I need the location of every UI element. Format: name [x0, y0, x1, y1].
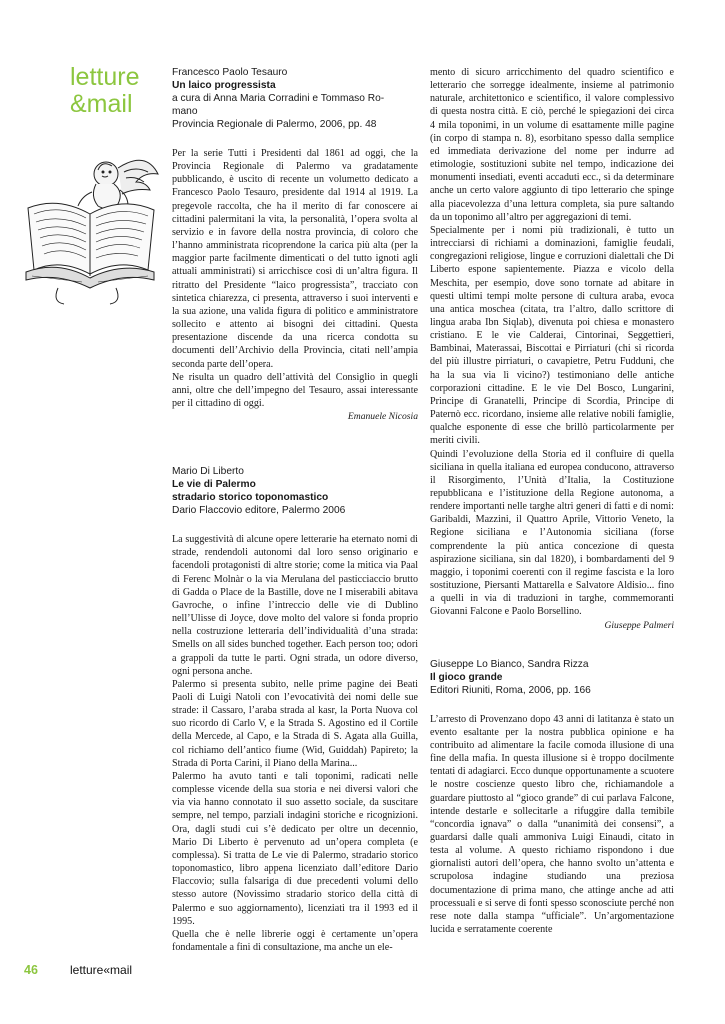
page-number: 46 — [24, 963, 38, 977]
article2-paragraph: La suggestività di alcune opere letterarie ha eternato nomi di strade, rendendoli autonomi dal loro senso originario e facendoli protagonisti di altre storie; come la mitica via Paal di Ferenc Molnàr o la via Merulana del pasticciaccio brutto di Gadda o Place de la Bastille, dove ne I miserabili abitava Gavroche, o infine l’intreccio delle vie di Dublino nell’Ulisse di Joyce, dove molto del valore si fonda proprio nella costruzione letteraria dell’individualità d’una strada: Smells on all sides bunched together. Each person too; odori a grappoli da tutte le parti. Ogni strada, un odore diverso, ogni persona anche. — [172, 534, 418, 677]
article2-title-line2: stradario storico toponomastico — [172, 492, 329, 504]
article2-continuation — [430, 66, 674, 619]
article3-header — [430, 658, 674, 697]
article3-body — [430, 713, 674, 937]
article2-author: Mario Di Liberto — [172, 466, 244, 478]
article1-header — [172, 66, 418, 131]
cherub-book-engraving — [18, 148, 164, 308]
article1-author: Francesco Paolo Tesauro — [172, 67, 288, 78]
article3-author: Giuseppe Lo Bianco, Sandra Rizza — [430, 658, 589, 670]
article2-body — [172, 533, 418, 954]
footer-brand: letture«mail — [70, 963, 133, 977]
article2-paragraph: mento di sicuro arricchimento del quadro scientifico e letterario che sorregge idealmente, insieme al patrimonio naturale, architettonico e scientifico, il valore complessivo di questa nostra città. E ciò, perché le spiegazioni dei circa 4 mila toponimi, in un volume di esattamente mille pagine (in corpo di stampa n. 8), esorbitano spesso dalla semplice ed immediata derivazione del nome per indurre ad etimologie, sostituzioni subite nel tempo, indicazione dei monumenti insediati, eventi accaduti ecc., sì da determinare anche un certo valore aggiunto di tipo letterario che spinge alla piacevolezza d’una lettura completa, sia pure saltando da un toponimo all’altro per aggregazioni di temi. — [430, 67, 674, 223]
article2-paragraph: Palermo si presenta subito, nelle prime pagine dei Beati Paoli di Luigi Natoli con l’evocatività dei nomi delle sue strade: il Cassaro, l’araba strada al kasr, la Porta Nuova col suo ricordo di Carlo V, e la Strada S. Agostino ed il Cortile della Mercede, al Capo, e la Strada di S. Agata alla Guilla, col richiamo dell’antico fiume (Wid, Guiddah) Papireto; la Strada di Porta Carini, il Piano della Marina... — [172, 678, 418, 769]
article2-signature: Giuseppe Palmeri — [604, 619, 674, 631]
article2-header — [172, 465, 418, 517]
article1-paragraph: Per la serie Tutti i Presidenti dal 1861 ad oggi, che la Provincia Regionale di Palermo va gradatamente pubblicando, è uscito di recente un volumetto dedicato a Francesco Paolo Tesauro, presidente dal 1914 al 1919. La pregevole raccolta, che ha il merito di far conoscere ai cittadini palermitani la vita, la personalità, l’opera svolta al servizio e in favore della nostra provincia, di coloro che l’hanno amministrata ricoprendone la carica più alta (per la maggior parte facilmente dimenticati o del tutto ignoti agli attuali amministrati) si arricchisce così di un’altra figura. Il ritratto del Presidente “laico progressista”, tracciato con sintetica chiarezza, ci presenta, attraverso i suoi interventi e la sua azione, una valida figura di politico e amministratore sollecito e attento ai bisogni dei cittadini. Questa presentazione discende da una ricerca condotta su documenti dell’Archivio della Provincia, citati nell’ampia seconda parte dell’opera. — [172, 148, 418, 370]
article2-paragraph: Quella che è nelle librerie oggi è certamente un’opera fondamentale a fini di consultazione, ma anche un ele- — [172, 928, 418, 953]
article1-body — [172, 147, 418, 410]
article3-title: Il gioco grande — [430, 671, 503, 683]
brand-line-2: &mail — [70, 90, 133, 118]
article2-paragraph: Specialmente per i nomi più tradizionali, è tutto un intrecciarsi di richiami a dominazioni, famiglie feudali, congregazioni religiose, lingue e corruzioni dialettali che Di Liberto espone sapientemente. Piazza e vicolo della Meschita, per esempio, dove sono tornate ad abitare in questi ultimi tempi molte persone di cultura araba, evoca una antica moschea (citata, tra l’altro, dallo scrittore di lingua araba Ibn Siqlab), divenuta poi chiesa e monastero cristiano. E le vie Calderai, Cintorinai, Seggettieri, Bambinai, Materassai, Biscottai e Pirriaturi (chi si ricorda del più illustre pirriaturi, o cavapietre, Petru Fudduni, che ha la sua via lì vicino?) testimoniano delle antiche corporazioni cittadine. E le vie Del Bosco, Lungarini, Principe di Granatelli, Principe di Scordia, Principe di Paternò ecc. ricordano, insieme alle relative nobili famiglie, qualche esponente di esse che brillò particolarmente per meriti civili. — [430, 224, 674, 447]
article1-publisher: Provincia Regionale di Palermo, 2006, pp. 48 — [172, 119, 377, 130]
article1-title: Un laico progressista — [172, 80, 276, 91]
article3-paragraph: L’arresto di Provenzano dopo 43 anni di latitanza è stato un evento esaltante per la nostra pubblica opinione e ha contribuito ad alimentare la facile comoda illusione di una fine della mafia. In questa illusione si è troppo docilmente tentati di adagiarci. Ecco dunque opportunamente a scuotere le nostre coscienze questo libro che, richiamandole a guardare piuttosto al “gioco grande” di cui parlava Falcone, intende destarle e sollecitarle a rifuggire dalla temibile “concordia ignava” o dalla “unanimità dei consensi”, a guardarsi dalle quali ammoniva Luigi Einaudi, citato in testa al volume. A questo richiamo rispondono i due giornalisti autori dell’opera, che hanno svolto un’attenta e scrupolosa indagine studiando una preziosa documentazione di prima mano, che attinge anche ad atti processuali e si serve di fonti spesso sconosciute perché non rese note dalla stampa “ufficiale”. Un’argomentazione lucida e serratamente coerente — [430, 713, 674, 936]
article1-paragraph: Ne risulta un quadro dell’attività del Consiglio in quegli anni, oltre che dell’impegno del Tesauro, assai interessante per il cittadino di oggi. — [172, 371, 418, 409]
article2-publisher: Dario Flaccovio editore, Palermo 2006 — [172, 505, 346, 517]
article1-editor-line2: mano — [172, 106, 198, 117]
brand-line-1: letture — [70, 63, 140, 91]
article1-editor-line1: a cura di Anna Maria Corradini e Tommaso Ro- — [172, 93, 385, 104]
article1-signature: Emanuele Nicosia — [347, 411, 418, 423]
article2-paragraph: Palermo ha avuto tanti e tali toponimi, radicati nelle complesse vicende della sua storia e nei diversi valori che via via hanno connotato il suo assetto sociale, da suscitare sempre, nel tempo, parziali indagini storiche e ricognizioni. Ora, dagli studi cui s’è dedicato per oltre un decennio, Mario Di Liberto è pervenuto ad un’opera completa (e complessa). Si tratta de Le vie di Palermo, stradario storico toponomastico, libro appena licenziato dall’editore Dario Flaccovio; sulla falsariga di due precedenti volumi dello stesso autore (Novissimo stradario storico della città di Palermo e suo aggiornamento), licenziati tra il 1993 ed il 1995. — [172, 770, 418, 927]
article2-title-line1: Le vie di Palermo — [172, 479, 256, 491]
article2-paragraph: Quindi l’evoluzione della Storia ed il confluire di quella siciliana in quella italiana ed europea conducono, attraverso il Risorgimento, l’Unità d’Italia, la Costituzione repubblicana e l’istituzione della Regione autonoma, a rendere importanti nelle targhe altri generi di fatti e di nomi: Garibaldi, Mazzini, il Quattro Aprile, Vittorio Veneto, la Regione siciliana e l’Autonomia siciliana (forse comprendente la più antica concezione di questa aspirazione siciliana, sin dal 1820), i bombardamenti del 9 maggio, i toponimi coerenti con il regime fascista e la loro sostituzione, Piersanti Mattarella e Salvatore Aldisio... fino a quelli in via di traduzioni in targhe, commemoranti Giovanni Falcone e Paolo Borsellino. — [430, 448, 674, 618]
magazine-brand — [70, 64, 170, 118]
article3-publisher: Editori Riuniti, Roma, 2006, pp. 166 — [430, 684, 591, 696]
